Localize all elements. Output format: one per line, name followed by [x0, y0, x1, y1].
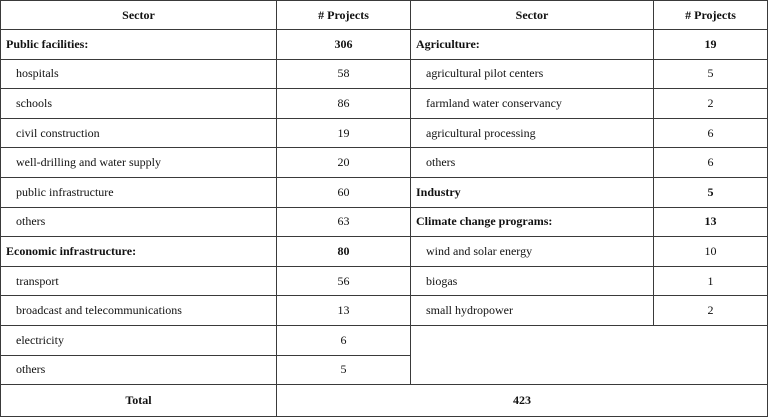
sector-item-label: transport: [1, 266, 277, 296]
table-row: [1, 177, 768, 207]
left-projects-header: # Projects: [277, 1, 411, 30]
project-count: 1: [654, 266, 768, 296]
sector-item-label: others: [1, 207, 277, 237]
left-sector-header: Sector: [1, 1, 277, 30]
sector-category-label: Agriculture:: [411, 30, 654, 60]
sector-category-label: Climate change programs:: [411, 207, 654, 237]
table-row: [1, 59, 768, 89]
table-body: [1, 1, 768, 417]
category-project-count: 5: [654, 177, 768, 207]
sector-category-label: Industry: [411, 177, 654, 207]
right-projects-header: # Projects: [654, 1, 768, 30]
project-count: 2: [654, 296, 768, 326]
sector-item-label: farmland water conservancy: [411, 89, 654, 119]
category-project-count: 80: [277, 237, 411, 267]
table-row: [1, 207, 768, 237]
table-row: [1, 237, 768, 267]
project-count: 5: [277, 355, 411, 385]
project-count: 5: [654, 59, 768, 89]
sector-category-label: Public facilities:: [1, 30, 277, 60]
header-row: [1, 1, 768, 30]
total-value: 423: [277, 385, 768, 417]
project-count: 6: [277, 325, 411, 355]
table-row: [1, 118, 768, 148]
right-sector-header: Sector: [411, 1, 654, 30]
project-count: 86: [277, 89, 411, 119]
project-count: 13: [277, 296, 411, 326]
sector-item-label: others: [1, 355, 277, 385]
category-project-count: 306: [277, 30, 411, 60]
project-count: 63: [277, 207, 411, 237]
project-count: 19: [277, 118, 411, 148]
total-row: [1, 385, 768, 417]
sector-item-label: public infrastructure: [1, 177, 277, 207]
table-row: [1, 266, 768, 296]
category-project-count: 13: [654, 207, 768, 237]
sector-item-label: wind and solar energy: [411, 237, 654, 267]
category-project-count: 19: [654, 30, 768, 60]
empty-cell: [411, 325, 768, 384]
table-row: [1, 89, 768, 119]
sector-item-label: broadcast and telecommunications: [1, 296, 277, 326]
sector-item-label: others: [411, 148, 654, 178]
sector-item-label: small hydropower: [411, 296, 654, 326]
project-count: 10: [654, 237, 768, 267]
total-label: Total: [1, 385, 277, 417]
project-count: 58: [277, 59, 411, 89]
project-count: 56: [277, 266, 411, 296]
sector-item-label: agricultural pilot centers: [411, 59, 654, 89]
table-row: [1, 30, 768, 60]
sector-category-label: Economic infrastructure:: [1, 237, 277, 267]
sector-item-label: biogas: [411, 266, 654, 296]
sector-item-label: well-drilling and water supply: [1, 148, 277, 178]
project-count: 2: [654, 89, 768, 119]
sector-item-label: civil construction: [1, 118, 277, 148]
table-row: [1, 296, 768, 326]
sector-item-label: hospitals: [1, 59, 277, 89]
project-count: 60: [277, 177, 411, 207]
table-row: [1, 325, 768, 355]
sector-item-label: schools: [1, 89, 277, 119]
project-count: 6: [654, 148, 768, 178]
table-row: [1, 148, 768, 178]
sector-item-label: electricity: [1, 325, 277, 355]
project-count: 6: [654, 118, 768, 148]
project-count: 20: [277, 148, 411, 178]
sector-item-label: agricultural processing: [411, 118, 654, 148]
